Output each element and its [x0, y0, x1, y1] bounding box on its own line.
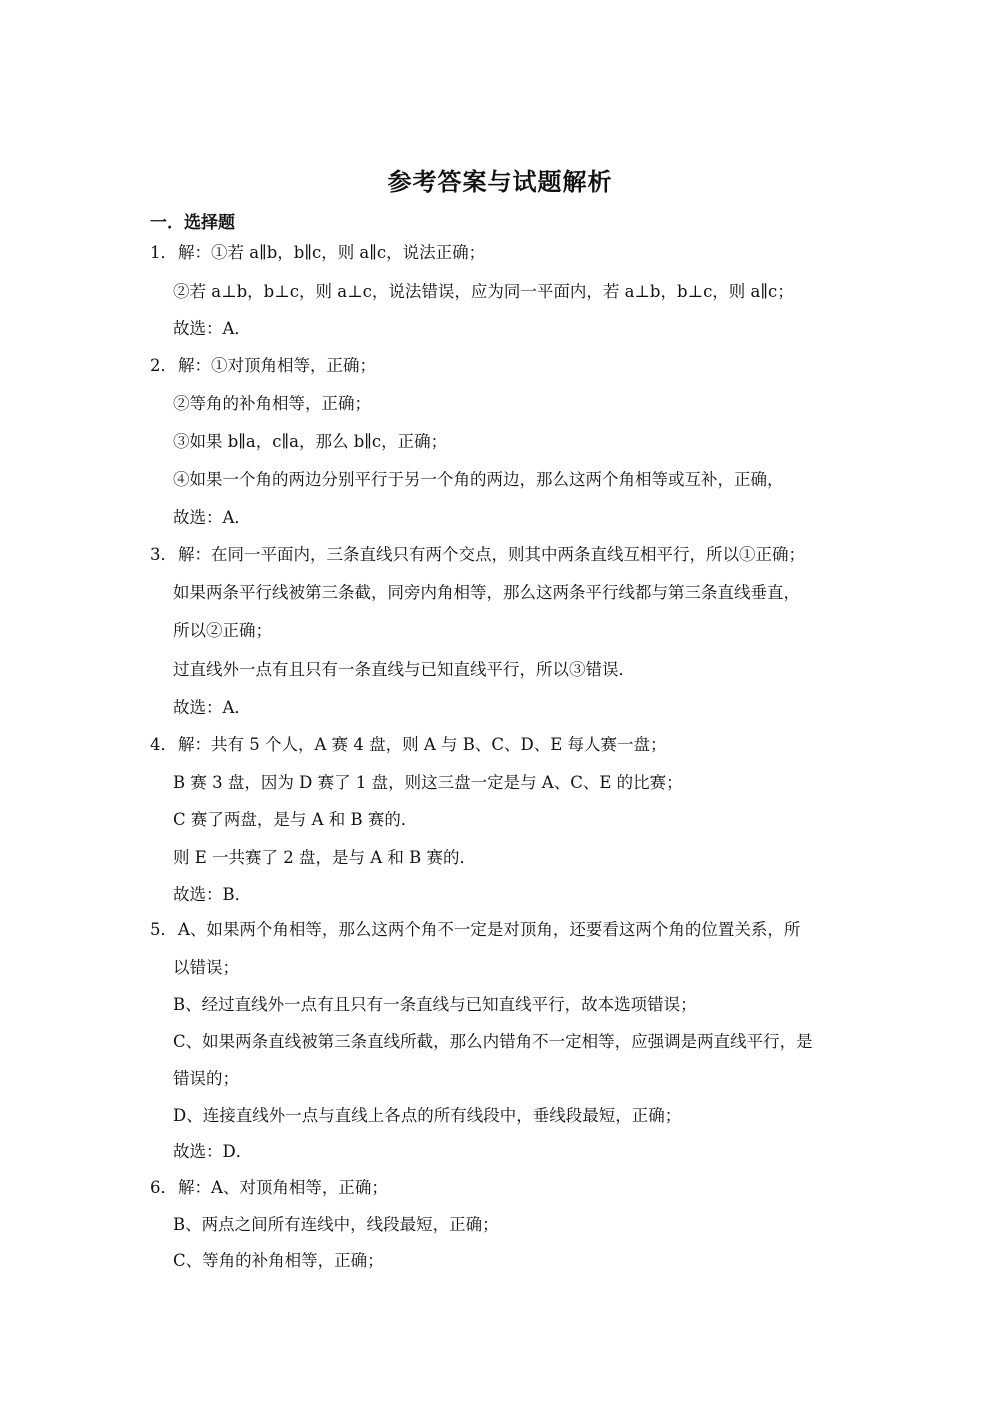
- item-number: 1．: [150, 243, 177, 262]
- item-number: 4．: [150, 735, 177, 754]
- answer-line: 所以②正确；: [173, 621, 272, 640]
- answer-line: 解：在同一平面内，三条直线只有两个交点，则其中两条直线互相平行，所以①正确；: [178, 545, 805, 564]
- answer-line: 故选：A．: [173, 319, 251, 338]
- answer-line: ②等角的补角相等，正确；: [173, 394, 371, 413]
- item-number: 2．: [150, 356, 177, 375]
- answer-line: 故选：D．: [173, 1142, 253, 1161]
- section-heading: 一．选择题: [150, 213, 235, 233]
- answer-line: 解：A、对顶角相等，正确；: [178, 1178, 388, 1197]
- answer-line: 过直线外一点有且只有一条直线与已知直线平行，所以③错误．: [173, 660, 635, 679]
- answer-line: B、经过直线外一点有且只有一条直线与已知直线平行，故本选项错误；: [173, 995, 697, 1014]
- answer-line: ③如果 b∥a，c∥a，那么 b∥c，正确；: [173, 432, 448, 451]
- answer-line: 故选：A．: [173, 508, 251, 527]
- item-number: 5．: [150, 920, 177, 939]
- answer-line: 如果两条平行线被第三条截，同旁内角相等，那么这两条平行线都与第三条直线垂直，: [173, 583, 800, 602]
- answer-line: 解：①若 a∥b，b∥c，则 a∥c，说法正确；: [178, 243, 486, 262]
- answer-line: C、等角的补角相等，正确；: [173, 1251, 384, 1270]
- answer-line: C 赛了两盘，是与 A 和 B 赛的．: [173, 810, 418, 829]
- answer-line: 解：共有 5 个人，A 赛 4 盘，则 A 与 B、C、D、E 每人赛一盘；: [178, 735, 667, 754]
- answer-line: 故选：B．: [173, 885, 252, 904]
- item-number: 3．: [150, 545, 177, 564]
- answer-line: A、如果两个角相等，那么这两个角不一定是对顶角，还要看这两个角的位置关系，所: [178, 920, 801, 939]
- answer-line: C、如果两条直线被第三条直线所截，那么内错角不一定相等，应强调是两直线平行，是: [173, 1032, 813, 1051]
- answer-line: B 赛 3 盘，因为 D 赛了 1 盘，则这三盘一定是与 A、C、E 的比赛；: [173, 773, 683, 792]
- answer-line: 则 E 一共赛了 2 盘，是与 A 和 B 赛的．: [173, 848, 477, 867]
- answer-line: ②若 a⊥b，b⊥c，则 a⊥c，说法错误，应为同一平面内，若 a⊥b，b⊥c，则 a∥c；: [173, 282, 794, 301]
- answer-line: 解：①对顶角相等，正确；: [178, 356, 376, 375]
- answer-line: 以错误；: [173, 958, 239, 977]
- answer-line: D、连接直线外一点与直线上各点的所有线段中，垂线段最短，正确；: [173, 1106, 682, 1125]
- answer-line: 错误的；: [173, 1069, 239, 1088]
- answer-line: 故选：A．: [173, 698, 251, 717]
- answer-line: ④如果一个角的两边分别平行于另一个角的两边，那么这两个角相等或互补，正确，: [173, 470, 784, 489]
- answer-line: B、两点之间所有连线中，线段最短，正确；: [173, 1215, 499, 1234]
- item-number: 6．: [150, 1178, 177, 1197]
- page-title: 参考答案与试题解析: [387, 167, 613, 196]
